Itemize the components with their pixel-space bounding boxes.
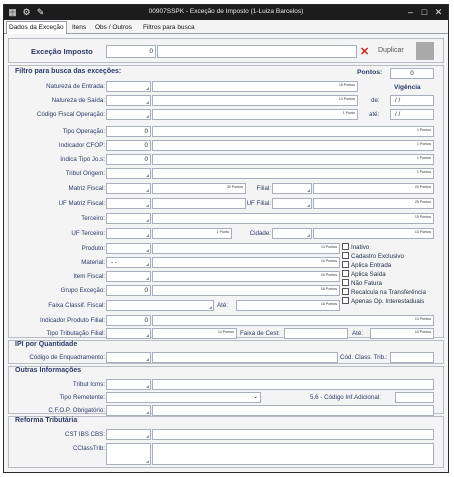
title-bar: [4, 5, 448, 20]
codigo-inf-adicional-field[interactable]: [395, 392, 434, 403]
uf-filial-code[interactable]: [272, 198, 312, 209]
cfop-obrigatorio-code[interactable]: [106, 405, 151, 416]
outras-info-title: Outras Informações: [15, 367, 82, 374]
produto-desc[interactable]: 13 Pontos: [152, 243, 340, 254]
tipo-tributacao-code[interactable]: [106, 328, 151, 339]
tab-obs-outros[interactable]: Obs / Outros: [95, 24, 132, 31]
cfop-obrigatorio-label: C.F.O.P. Obrigatório:: [48, 407, 105, 414]
cest-ate-label: Até:: [352, 330, 364, 337]
tipo-operacao-desc[interactable]: 1 Pontos: [152, 126, 434, 137]
de-label: de:: [371, 97, 380, 104]
cod-class-trib-field[interactable]: [390, 352, 434, 363]
faixa-cest-label: Faixa de Cest:: [240, 330, 280, 337]
tipo-tributacao-desc[interactable]: 14 Pontos: [152, 328, 237, 339]
codigo-fiscal-code[interactable]: [106, 109, 151, 120]
close-window-button[interactable]: ✕: [434, 7, 443, 17]
material-label: Material:: [81, 259, 105, 266]
duplicar-icon[interactable]: [416, 42, 434, 60]
grupo-excecao-code[interactable]: 0: [106, 285, 151, 296]
pontos-label: Pontos:: [357, 69, 383, 76]
natureza-entrada-desc[interactable]: 15 Pontos: [152, 81, 358, 92]
app-window: [3, 4, 449, 473]
cst-ibs-cbs-label: CST IBS CBS:: [64, 431, 105, 438]
tipo-operacao-label: Tipo Operação:: [62, 128, 105, 135]
settings-icon[interactable]: ⚙: [22, 7, 31, 17]
uf-terceiro-code[interactable]: [106, 228, 151, 239]
material-desc[interactable]: 15 Pontos: [152, 257, 340, 268]
produto-code[interactable]: [106, 243, 151, 254]
indica-tipo-desc[interactable]: 1 Pontos: [152, 154, 434, 165]
tipo-remetente-select[interactable]: [106, 392, 261, 403]
vigencia-label: Vigência: [394, 84, 421, 91]
codigo-enquadramento-label: Código de Enquadramento:: [29, 354, 105, 361]
cadastro-exclusivo-checkbox[interactable]: Cadastro Exclusivo: [342, 252, 404, 260]
cclasstrib-desc[interactable]: [152, 443, 434, 465]
uf-terceiro-desc[interactable]: 1 Ponto: [152, 228, 232, 239]
filtro-title: Filtro para busca das exceções:: [15, 68, 122, 75]
indicador-produto-code[interactable]: 0: [106, 315, 151, 326]
natureza-saida-code[interactable]: [106, 95, 151, 106]
reforma-panel: [8, 416, 444, 468]
app-logo-icon: ▦: [8, 7, 17, 17]
ipi-panel: [8, 340, 444, 364]
cidade-label: Cidade:: [249, 230, 271, 237]
cclasstrib-label: CClassTrib:: [72, 445, 105, 452]
ate-vigencia-label: até:: [369, 111, 380, 118]
aplica-entrada-checkbox[interactable]: Aplica Entrada: [342, 261, 391, 269]
indicador-produto-desc[interactable]: 13 Pontos: [152, 315, 434, 326]
clear-x-icon[interactable]: ✕: [360, 46, 370, 58]
filial-label: Filial:: [256, 185, 271, 192]
duplicar-button[interactable]: Duplicar: [378, 47, 404, 54]
faixa-classif-label: Faixa Classif. Fiscal:: [48, 302, 105, 309]
filial-desc[interactable]: 20 Pontos: [313, 183, 434, 194]
natureza-entrada-code[interactable]: [106, 81, 151, 92]
inativo-checkbox[interactable]: Inativo: [342, 243, 369, 251]
faixa-classif-to[interactable]: 16 Pontos: [236, 300, 340, 311]
grupo-excecao-desc[interactable]: 18 Pontos: [152, 285, 340, 296]
item-fiscal-code[interactable]: [106, 271, 151, 282]
natureza-saida-desc[interactable]: 14 Pontos: [152, 95, 358, 106]
tribut-origem-desc[interactable]: 1 Pontos: [152, 168, 434, 179]
terceiro-code[interactable]: [106, 213, 151, 224]
faixa-ate-label: Até:: [217, 302, 229, 309]
uf-matriz-desc[interactable]: [152, 198, 246, 209]
excecao-imposto-label: Exceção Imposto: [31, 47, 93, 56]
apenas-interestaduais-checkbox[interactable]: Apenas Op. Interestaduais: [342, 297, 424, 305]
cidade-code[interactable]: [272, 228, 312, 239]
codigo-fiscal-label: Código Fiscal Operação:: [36, 111, 105, 118]
nao-fatura-checkbox[interactable]: Não Fatura: [342, 279, 382, 287]
recalcula-transferencia-checkbox[interactable]: Recalcula na Transferência: [342, 288, 426, 296]
matriz-fiscal-desc[interactable]: 30 Pontos: [152, 183, 246, 194]
tab-dados-excecao[interactable]: Dados da Exceção: [6, 21, 67, 34]
tribut-icms-desc[interactable]: [152, 379, 434, 390]
aplica-saida-checkbox[interactable]: Aplica Saída: [342, 270, 386, 278]
outras-info-panel: [8, 366, 444, 414]
uf-matriz-code[interactable]: [106, 198, 151, 209]
tipo-remetente-label: Tipo Remetente:: [59, 394, 105, 401]
indicador-cfop-code[interactable]: 0: [106, 140, 151, 151]
codigo-inf-adicional-label: 5.6 - Código Inf.Adicional:: [310, 394, 381, 401]
codigo-fiscal-desc[interactable]: 1 Ponto: [152, 109, 358, 120]
cclasstrib-code[interactable]: [106, 443, 151, 465]
natureza-saida-label: Natureza de Saída:: [51, 97, 105, 104]
tab-itens[interactable]: Itens: [72, 24, 87, 31]
uf-terceiro-label: UF Terceiro:: [71, 230, 105, 237]
tab-filtros-busca[interactable]: Filtros para busca: [143, 24, 195, 31]
help-icon[interactable]: ✎: [36, 7, 45, 17]
tribut-icms-code[interactable]: [106, 379, 151, 390]
chevron-down-icon: ⌄: [252, 394, 258, 400]
cod-class-trib-label: Cód. Class. Trib.:: [340, 354, 388, 361]
maximize-button[interactable]: □: [421, 7, 428, 17]
indica-tipo-code[interactable]: 0: [106, 154, 151, 165]
tribut-origem-label: Tribut Origem:: [65, 170, 105, 177]
uf-filial-desc[interactable]: 25 Pontos: [313, 198, 434, 209]
item-fiscal-label: Item Fiscal:: [73, 273, 105, 280]
window-title: 00907SSPK - Exceção de Imposto (1-Luiza Barcelos): [148, 8, 304, 15]
codigo-enquadramento-desc[interactable]: [152, 352, 338, 363]
vigencia-ate-field[interactable]: / /: [390, 109, 434, 120]
vigencia-de-field[interactable]: / /: [390, 95, 434, 106]
pontos-field: 0: [390, 68, 434, 79]
indica-tipo-label: Indica Tipo Jo.s:: [60, 156, 105, 163]
produto-label: Produto:: [81, 245, 105, 252]
excecao-description-field[interactable]: [157, 45, 357, 58]
indicador-cfop-desc[interactable]: 1 Pontos: [152, 140, 434, 151]
ipi-title: IPI por Quantidade: [15, 341, 78, 348]
item-fiscal-desc[interactable]: 15 Pontos: [152, 271, 340, 282]
tribut-origem-code[interactable]: [106, 168, 151, 179]
terceiro-desc[interactable]: 15 Pontos: [152, 213, 434, 224]
tribut-icms-label: Tribut Icms:: [72, 381, 105, 388]
faixa-classif-from[interactable]: [106, 300, 214, 311]
matriz-fiscal-label: Matriz Fiscal:: [68, 185, 105, 192]
filtro-panel: [8, 65, 444, 338]
indicador-produto-label: Indicador Produto Filial:: [39, 317, 105, 324]
cidade-desc[interactable]: 10 Pontos: [313, 228, 434, 239]
cst-ibs-cbs-code[interactable]: [106, 429, 151, 440]
tipo-operacao-code[interactable]: 0: [106, 126, 151, 137]
codigo-enquadramento-code[interactable]: [106, 352, 151, 363]
filial-code[interactable]: [272, 183, 312, 194]
cst-ibs-cbs-desc[interactable]: [152, 429, 434, 440]
minimize-button[interactable]: –: [407, 7, 413, 17]
natureza-entrada-label: Natureza de Entrada:: [46, 83, 105, 90]
excecao-header-panel: [8, 38, 444, 63]
terceiro-label: Terceiro:: [81, 215, 105, 222]
tab-bar: [4, 21, 448, 34]
tipo-tributacao-label: Tipo Tributação Filial:: [46, 330, 105, 337]
material-code[interactable]: - -: [106, 257, 151, 268]
uf-matriz-label: UF Matriz Fiscal:: [58, 200, 105, 207]
reforma-title: Reforma Tributária: [15, 417, 78, 424]
cfop-obrigatorio-desc[interactable]: [152, 405, 434, 416]
matriz-fiscal-code[interactable]: [106, 183, 151, 194]
faixa-cest-to[interactable]: 10 Pontos: [370, 328, 434, 339]
uf-filial-label: UF Filial:: [246, 200, 271, 207]
grupo-excecao-label: Grupo Exceção:: [60, 287, 105, 294]
excecao-id-field[interactable]: 0: [106, 45, 156, 58]
faixa-cest-from[interactable]: [284, 328, 348, 339]
indicador-cfop-label: Indicador CFOP:: [58, 142, 105, 149]
